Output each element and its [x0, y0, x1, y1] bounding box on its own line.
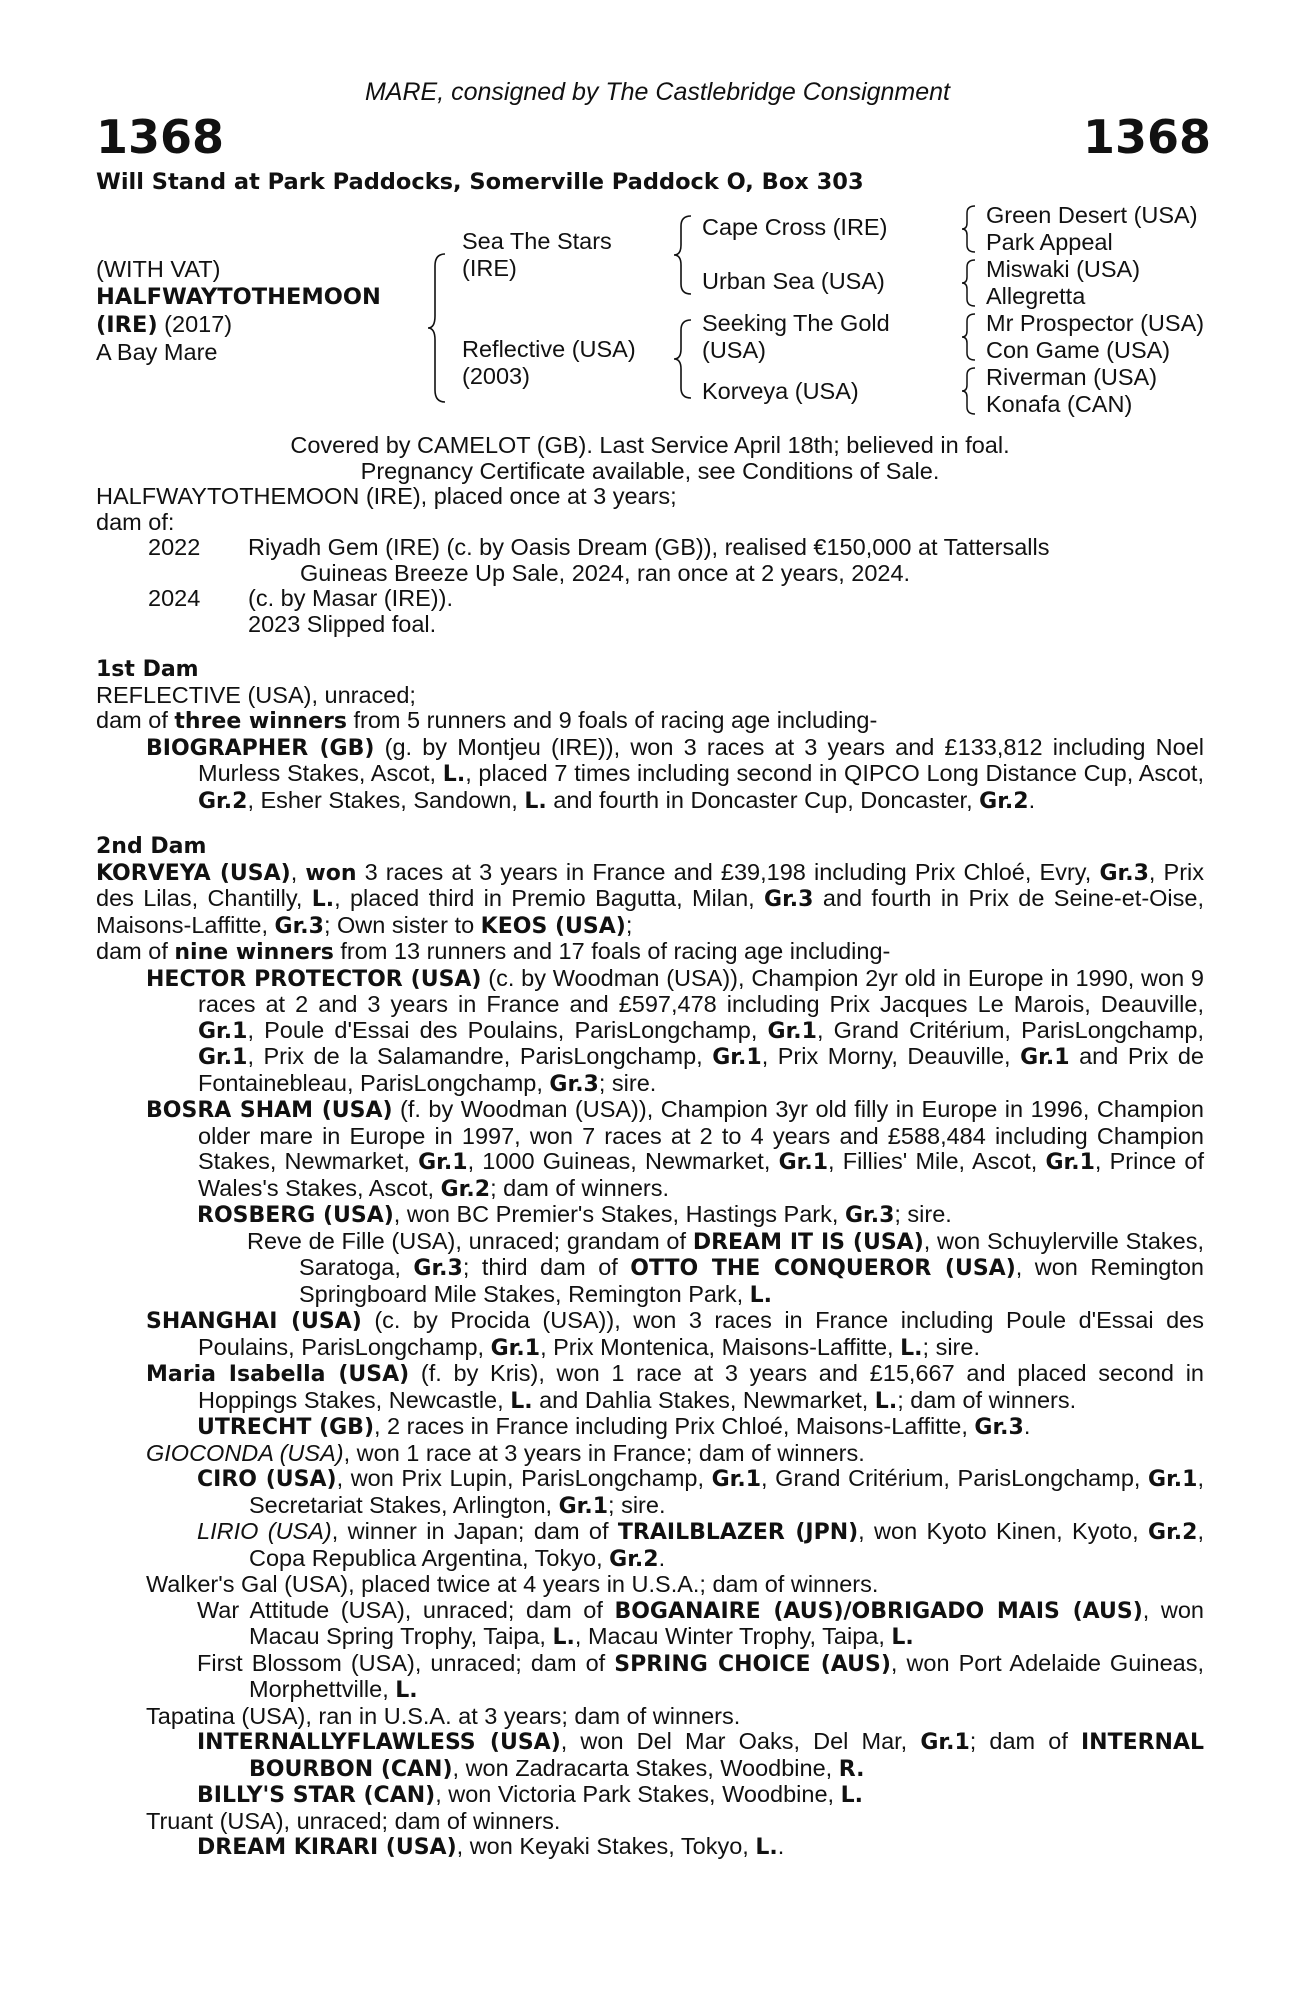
brace-horse: [426, 252, 448, 404]
covered-line: Covered by CAMELOT (GB). Last Service April 18th; believed in foal.: [290, 432, 1010, 458]
brace-ds: [960, 312, 978, 362]
progeny-war-attitude: War Attitude (USA), unraced; dam of BOGANAIRE (AUS)/OBRIGADO MAIS (AUS), won Macau Spring Trophy, Taipa, L., Macau Winter Trophy, Taipa, L.: [197, 1596, 1204, 1650]
horse-name-line: [96, 283, 381, 311]
progeny-shanghai: SHANGHAI (USA) (c. by Procida (USA)), won 3 races in France including Poule d'Essai des Poulains, ParisLongchamp, Gr.1, Prix Montenica, Maisons-Laffitte, L.; sire.: [146, 1307, 1204, 1361]
dam-sire-country: (USA): [702, 337, 766, 363]
sire-dam: Urban Sea (USA): [702, 268, 885, 294]
horse-country-line: [96, 311, 381, 339]
stand-location: Will Stand at Park Paddocks, Somerville Paddock O, Box 303: [96, 169, 864, 195]
progeny-first-blossom: First Blossom (USA), unraced; dam of SPRING CHOICE (AUS), won Port Adelaide Guineas, Morphettville, L.: [197, 1649, 1204, 1703]
second-dam-korveya: KORVEYA (USA), won 3 races at 3 years in France and £39,198 including Prix Chloé, Evry, Gr.3, Prix des Lilas, Chantilly, L., placed third in Premio Bagutta, Milan, Gr.3 and fourth in Prix de Seine-et-Oise, Maisons-Laffitte, Gr.3; Own sister to KEOS (USA);: [96, 858, 1204, 939]
foal-row: [96, 586, 1204, 612]
progeny-gioconda: GIOCONDA (USA), won 1 race at 3 years in France; dam of winners.: [146, 1439, 865, 1466]
progeny-rosberg: ROSBERG (USA), won BC Premier's Stakes, Hastings Park, Gr.3; sire.: [197, 1201, 952, 1228]
foal-row: [96, 612, 1204, 638]
foal-row: [96, 535, 1204, 586]
dam-name: Reflective (USA): [462, 336, 636, 362]
second-dam-heading: 2nd Dam: [96, 834, 207, 859]
produce-intro: HALFWAYTOTHEMOON (IRE), placed once at 3 years;: [96, 483, 677, 509]
foal-text-line: Riyadh Gem (IRE) (c. by Oasis Dream (GB)), realised €150,000 at Tattersalls: [248, 534, 1050, 560]
progeny-maria-isabella: Maria Isabella (USA) (f. by Kris), won 1 race at 3 years and £15,667 and placed second in Hoppings Stakes, Newcastle, L. and Dahlia Stakes, Newmarket, L.; dam of winners.: [146, 1360, 1204, 1414]
foal-year: 2024: [148, 585, 201, 611]
progeny-utrecht: UTRECHT (GB), 2 races in France including Prix Chloé, Maisons-Laffitte, Gr.3.: [197, 1413, 1031, 1440]
lot-number-right: 1368: [1082, 110, 1211, 164]
foal-text-cont: Guineas Breeze Up Sale, 2024, ran once at 2 years, 2024.: [300, 559, 911, 586]
dam-dam: Korveya (USA): [702, 378, 859, 404]
ancestor-sds: Miswaki (USA): [986, 256, 1141, 282]
dam-sire-block: [702, 310, 890, 364]
foal-year: [96, 612, 200, 638]
foal-text: [200, 535, 1204, 586]
consignment-line: MARE, consigned by The Castlebridge Consignment: [364, 78, 951, 106]
progeny-biographer: BIOGRAPHER (GB) (g. by Montjeu (IRE)), won 3 races at 3 years and £133,812 including Noel Murless Stakes, Ascot, L., placed 7 times including second in QIPCO Long Distance Cup, Ascot, Gr.2, Esher Stakes, Sandown, L. and fourth in Doncaster Cup, Doncaster, Gr.2.: [146, 733, 1205, 814]
progeny-truant: Truant (USA), unraced; dam of winners.: [146, 1807, 561, 1834]
progeny-hector-protector: HECTOR PROTECTOR (USA) (c. by Woodman (USA)), Champion 2yr old in Europe in 1990, won 9 races at 2 and 3 years in France and £597,478 including Prix Jacques Le Marois, Deauville, Gr.1, Poule d'Essai des Poulains, ParisLongchamp, Gr.1, Grand Critérium, ParisLongchamp, Gr.1, Prix de la Salamandre, ParisLongchamp, Gr.1, Prix Morny, Deauville, Gr.1 and Prix de Fontainebleau, ParisLongchamp, Gr.3; sire.: [146, 964, 1205, 1097]
ancestor-sdd: Allegretta: [986, 283, 1086, 309]
progeny-ciro: CIRO (USA), won Prix Lupin, ParisLongchamp, Gr.1, Grand Critérium, ParisLongchamp, Gr.1, Secretariat Stakes, Arlington, Gr.1; sire.: [197, 1465, 1204, 1519]
pregnancy-line: Pregnancy Certificate available, see Conditions of Sale.: [360, 457, 940, 484]
brace-dam: [672, 318, 694, 400]
horse-name: HALFWAYTOTHEMOON: [96, 284, 381, 310]
sire-sire: Cape Cross (IRE): [702, 214, 888, 240]
vat-note: (WITH VAT): [96, 256, 221, 282]
progeny-reve-de-fille: Reve de Fille (USA), unraced; grandam of DREAM IT IS (USA), won Schuylerville Stakes, Saratoga, Gr.3; third dam of OTTO THE CONQUEROR (USA), won Remington Springboard Mile Stakes, Remington Park, L.: [247, 1227, 1204, 1308]
horse-block: [96, 256, 381, 366]
progeny-billys-star: BILLY'S STAR (CAN), won Victoria Park Stakes, Woodbine, L.: [197, 1781, 863, 1808]
brace-dd: [960, 366, 978, 416]
produce-dam-of: dam of:: [96, 508, 175, 535]
ancestor-sss: Green Desert (USA): [986, 202, 1198, 228]
second-dam-produce-summary: dam of nine winners from 13 runners and 17 foals of racing age including-: [96, 938, 891, 965]
foal-text: (c. by Masar (IRE)).: [248, 585, 453, 611]
ancestor-ddd: Konafa (CAN): [986, 391, 1133, 417]
dam-year: (2003): [462, 363, 530, 389]
horse-country: (IRE): [96, 312, 158, 338]
foal-year: 2022: [148, 534, 201, 560]
dam-sire-name: Seeking The Gold: [702, 310, 890, 336]
progeny-tapatina: Tapatina (USA), ran in U.S.A. at 3 years; dam of winners.: [146, 1702, 741, 1729]
first-dam-produce-summary: dam of three winners from 5 runners and 9 foals of racing age including-: [96, 707, 878, 734]
progeny-internallyflawless: INTERNALLYFLAWLESS (USA), won Del Mar Oaks, Del Mar, Gr.1; dam of INTERNAL BOURBON (CAN), won Zadracarta Stakes, Woodbine, R.: [197, 1728, 1205, 1782]
dam-block: [462, 336, 636, 390]
ancestor-dsd: Con Game (USA): [986, 337, 1171, 363]
ancestor-dss: Mr Prospector (USA): [986, 310, 1205, 336]
ancestor-ssd: Park Appeal: [986, 229, 1113, 255]
progeny-bosra-sham: BOSRA SHAM (USA) (f. by Woodman (USA)), Champion 3yr old filly in Europe in 1996, Champion older mare in Europe in 1997, won 7 races at 2 to 4 years and £588,484 including Champion Stakes, Newmarket, Gr.1, 1000 Guineas, Newmarket, Gr.1, Fillies' Mile, Ascot, Gr.1, Prince of Wales's Stakes, Ascot, Gr.2; dam of winners.: [146, 1096, 1205, 1202]
brace-ss: [960, 204, 978, 254]
first-dam-heading: 1st Dam: [96, 657, 199, 682]
ancestor-dds: Riverman (USA): [986, 364, 1158, 390]
lot-number-left: 1368: [96, 110, 225, 164]
progeny-dream-kirari: DREAM KIRARI (USA), won Keyaki Stakes, Tokyo, L..: [197, 1833, 785, 1860]
brace-sd: [960, 258, 978, 308]
brace-sire: [672, 214, 694, 296]
horse-description: A Bay Mare: [96, 339, 218, 365]
horse-year: (2017): [157, 311, 233, 337]
first-dam-line: REFLECTIVE (USA), unraced;: [96, 681, 416, 708]
sire-country: (IRE): [462, 255, 517, 281]
progeny-lirio: LIRIO (USA), winner in Japan; dam of TRAILBLAZER (JPN), won Kyoto Kinen, Kyoto, Gr.2, Copa Republica Argentina, Tokyo, Gr.2.: [197, 1518, 1204, 1572]
foal-text: 2023 Slipped foal.: [248, 610, 437, 637]
sire-block: [462, 228, 612, 282]
sire-name: Sea The Stars: [462, 228, 612, 254]
catalogue-body: [96, 433, 1204, 1861]
progeny-walkers-gal: Walker's Gal (USA), placed twice at 4 years in U.S.A.; dam of winners.: [146, 1571, 879, 1597]
